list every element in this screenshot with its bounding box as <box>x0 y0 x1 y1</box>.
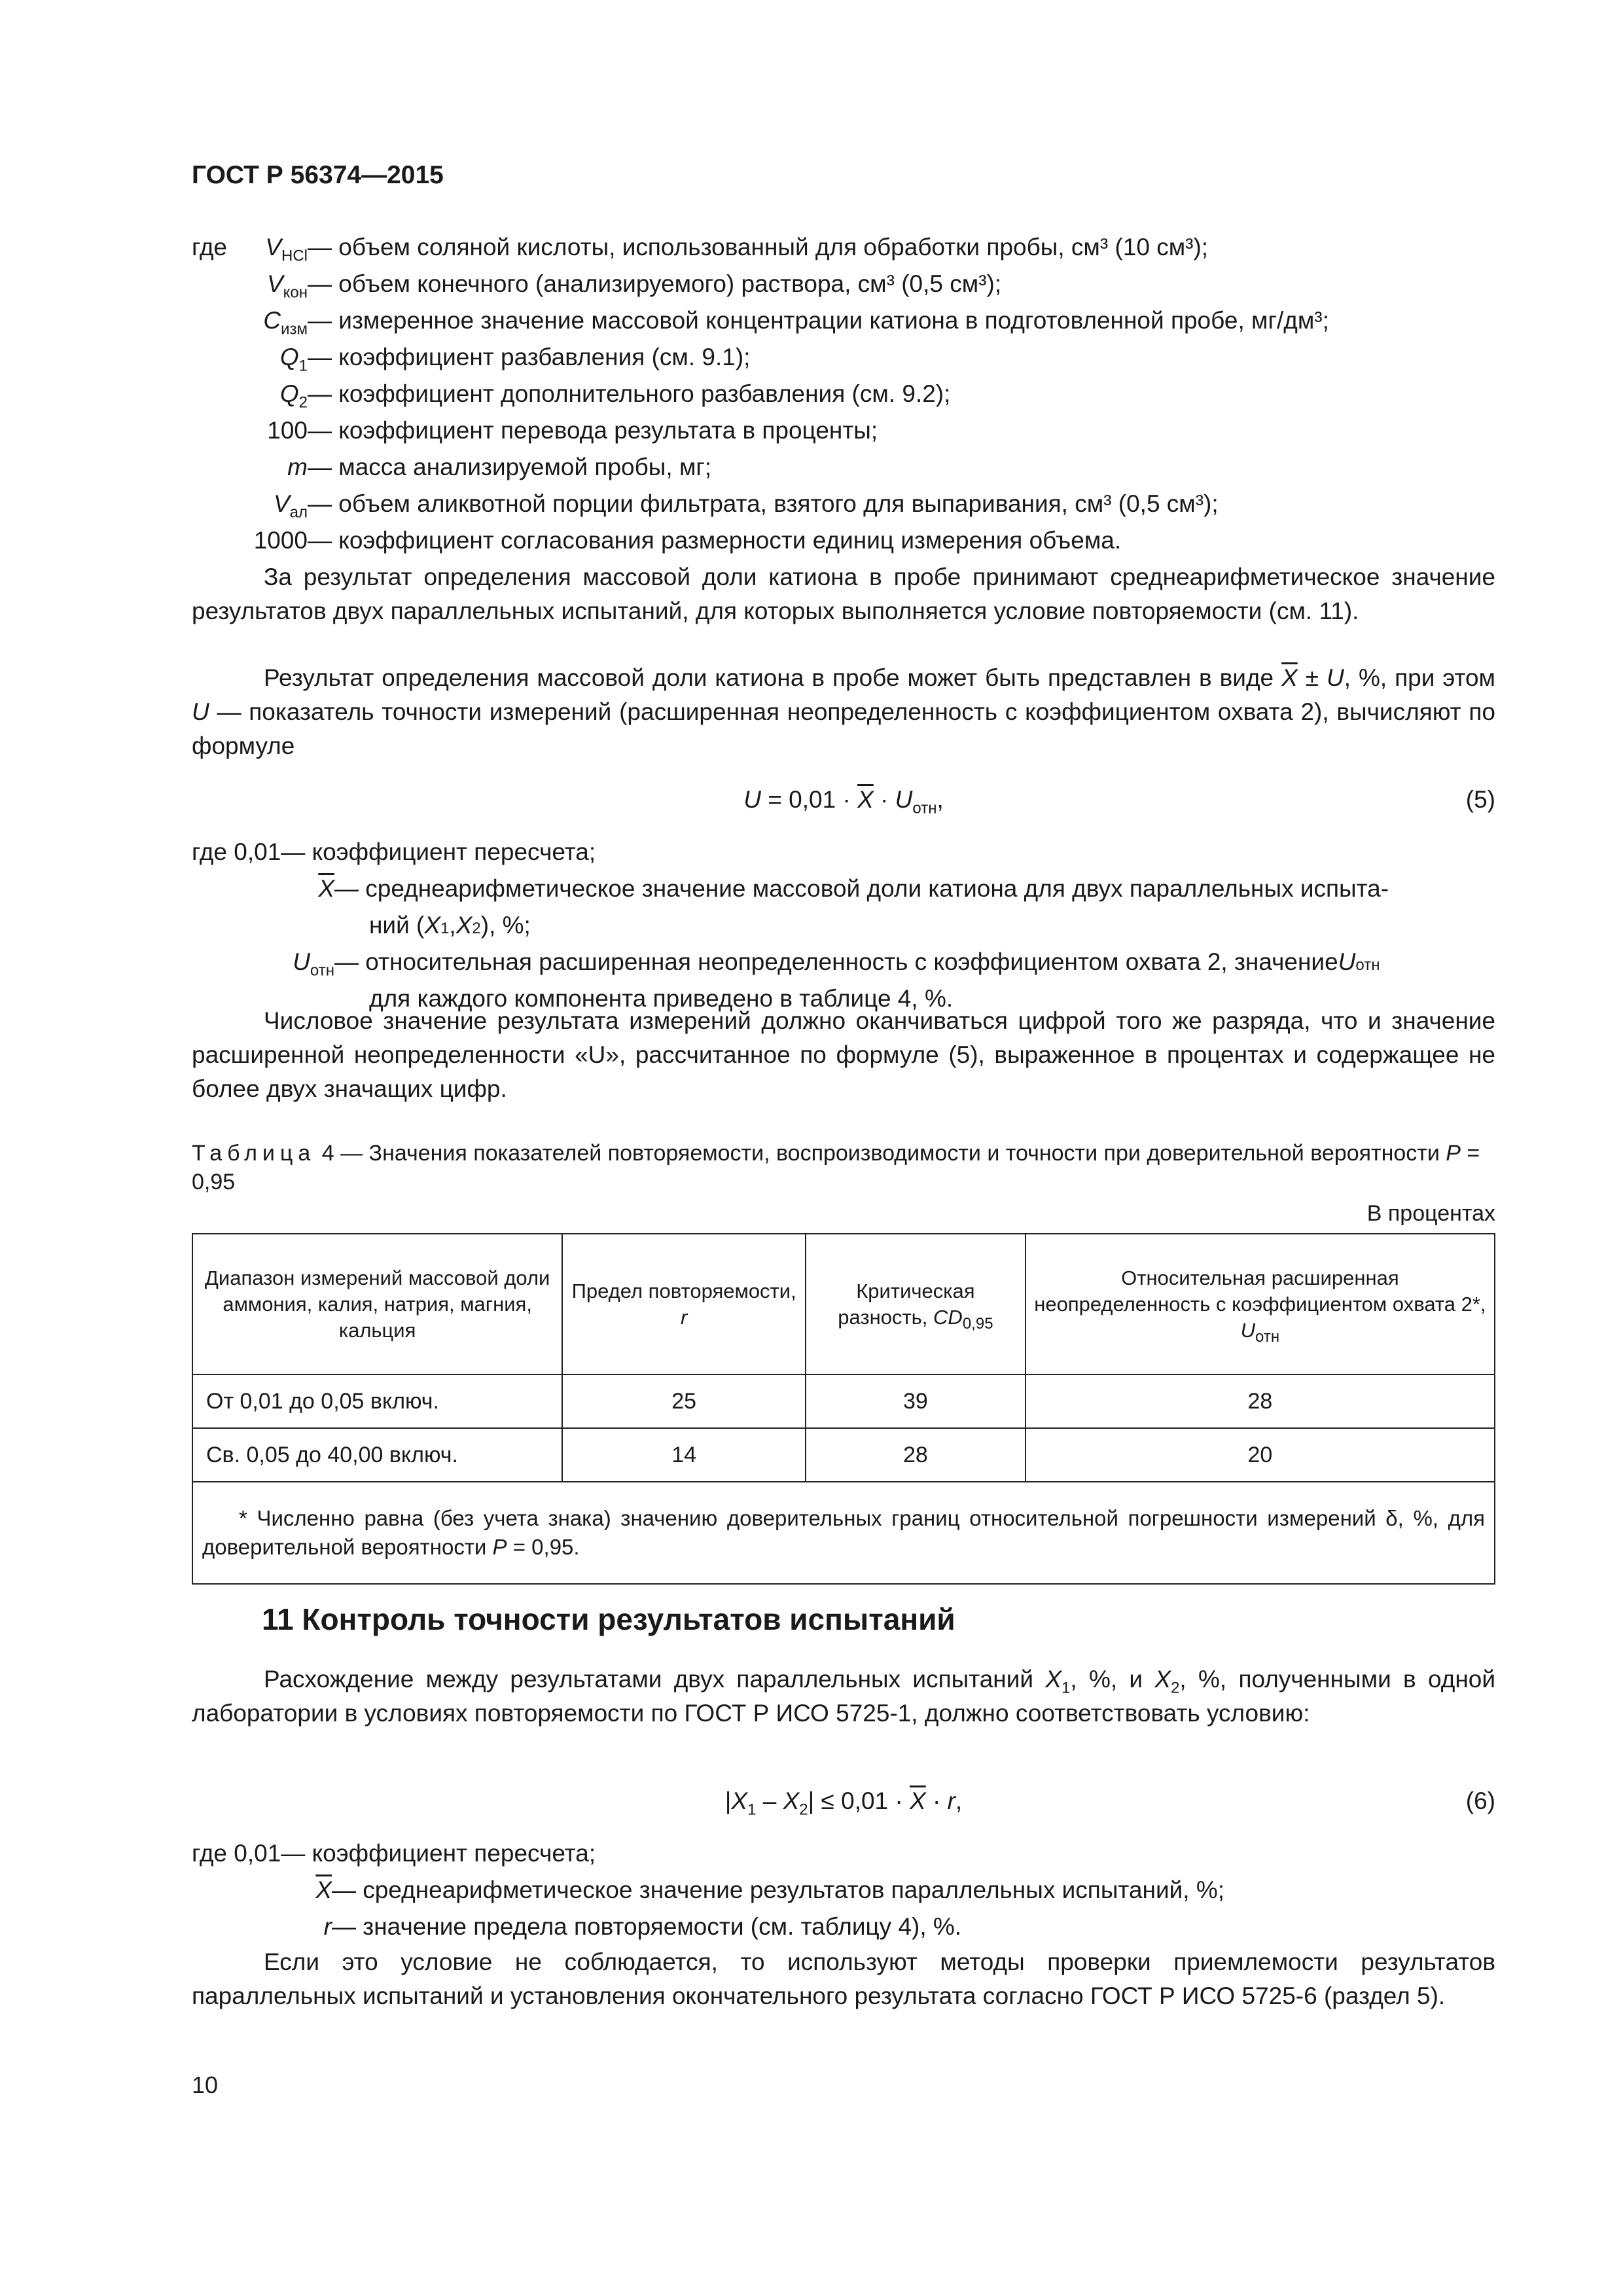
table-footnote: * Численно равна (без учета знака) значению доверительных границ относительной погрешности измерений δ, %, для доверительной вероятности P = 0,95. <box>192 1482 1495 1584</box>
definition-row <box>192 377 1495 414</box>
definitions-list-3 <box>192 1837 1495 1946</box>
page-header: ГОСТ Р 56374—2015 <box>192 161 444 189</box>
definitions-list-1 <box>192 230 1495 560</box>
definition-text: — значение предела повторяемости (см. таблицу 4), %. <box>332 1913 962 1940</box>
page-number: 10 <box>192 2072 219 2098</box>
symbol: $Q_2$ <box>279 380 308 412</box>
table-header-row <box>192 1234 1495 1374</box>
definition-text: — объем конечного (анализируемого) раствора, см³ (0,5 см³); <box>308 270 1002 297</box>
symbol: $C_{изм}$ <box>263 307 308 338</box>
formula-number: (5) <box>1465 786 1495 813</box>
formula-6 <box>192 1784 1495 1821</box>
table-units: В процентах <box>1366 1201 1495 1226</box>
definition-row: $U_{отн}$ — относительная расширенная неопределенность с коэффициентом охвата 2, значение U отн <box>192 945 1495 982</box>
symbol: $V_{ал}$ <box>273 490 308 522</box>
symbol: $V_{HCl}$ <box>265 234 308 265</box>
symbol: 100 <box>267 417 308 444</box>
paragraph-rounding: Числовое значение результата измерений должно оканчиваться цифрой того же разряда, что и значение расширенной неопределенности «U», рассчитанное по формуле (5), выраженное в процентах и содержащее не более двух значащих цифр. <box>192 1007 1495 1102</box>
formula-5 <box>192 783 1495 819</box>
symbol: $U_{отн}$ <box>293 948 334 980</box>
definition-text: — коэффициент перевода результата в проценты; <box>308 417 878 444</box>
definition-text: — среднеарифметическое значение результатов параллельных испытаний, %; <box>332 1876 1225 1903</box>
paragraph-discrepancy: Расхождение между результатами двух параллельных испытаний $X_1$, %, и $X_2$, %, полученными в одной лаборатории в условиях повторяемости по ГОСТ Р ИСО 5725-1, должно соответствовать условию: <box>192 1666 1495 1727</box>
table-caption: Таблица 4 — Значения показателей повторяемости, воспроизводимости и точности при доверительной вероятности P = 0,95 <box>192 1141 1480 1194</box>
definition-row <box>192 835 1495 872</box>
definition-row <box>192 230 1495 267</box>
table-cell: 39 <box>806 1374 1026 1428</box>
definition-continuation: для каждого компонента приведено в таблице 4, %. <box>369 985 954 1012</box>
definition-row <box>192 524 1495 560</box>
definition-text: — коэффициент пересчета; <box>281 838 596 865</box>
symbol: r <box>323 1913 332 1940</box>
symbol: $\overline{X}$ <box>315 1876 332 1903</box>
definition-row <box>192 1837 1495 1873</box>
table-header-cell: Критическая разность, $CD_{0,95}$ <box>806 1234 1026 1374</box>
symbol: $Q_1$ <box>279 344 308 375</box>
symbol: 1000 <box>253 527 308 554</box>
definition-text: — коэффициент согласования размерности единиц измерения объема. <box>308 527 1122 554</box>
table-cell: 28 <box>806 1428 1026 1482</box>
formula-number: (6) <box>1465 1787 1495 1814</box>
definition-row <box>192 340 1495 377</box>
where-label: где <box>192 234 228 260</box>
definition-text: — масса анализируемой пробы, мг; <box>308 454 712 480</box>
definition-text: — измеренное значение массовой концентрации катиона в подготовленной пробе, мг/дм³; <box>308 307 1329 334</box>
definition-text: — относительная расширенная неопределенность с коэффициентом охвата 2, значение <box>334 948 1338 975</box>
table-row <box>192 1428 1495 1482</box>
definition-text: — коэффициент разбавления (см. 9.1); <box>308 344 751 370</box>
table-header-cell: Диапазон измерений массовой доли аммония, калия, натрия, магния, кальция <box>192 1234 562 1374</box>
table-header-cell: Предел повторяемости, r <box>562 1234 806 1374</box>
symbol: $V_{кон}$ <box>266 270 308 302</box>
definition-text: — объем соляной кислоты, использованный для обработки пробы, см³ (10 см³); <box>308 234 1209 260</box>
definition-row <box>192 1910 1495 1946</box>
results-table <box>192 1233 1495 1585</box>
where-label: где 0,01 <box>192 1840 281 1867</box>
definition-row <box>192 414 1495 450</box>
definition-row <box>192 304 1495 340</box>
definition-continuation: ний ( X 1 , X 2 ), %; <box>369 912 531 939</box>
table-row <box>192 1374 1495 1428</box>
table-cell: 20 <box>1026 1428 1495 1482</box>
definition-text: — объем аликвотной порции фильтрата, взятого для выпаривания, см³ (0,5 см³); <box>308 490 1219 517</box>
definition-row <box>192 1873 1495 1910</box>
definitions-list-2 <box>192 835 1495 1018</box>
definition-text: — коэффициент дополнительного разбавления (см. 9.2); <box>308 380 951 407</box>
formula-expression: $|X_1 - X_2| \le 0,01 \cdot \overline{X} \cdot r$, <box>724 1787 963 1819</box>
formula-expression: $U = 0,01 \cdot \overline{X} \cdot U_{отн}$, <box>743 786 944 817</box>
paragraph-uncertainty: Результат определения массовой доли катиона в пробе может быть представлен в виде $\overline{X} \pm U$, %, при этом U — показатель точности измерений (расширенная неопределенность с коэффициентом охвата 2), вычисляют по формуле <box>192 664 1495 759</box>
table-cell: Св. 0,05 до 40,00 включ. <box>192 1428 562 1482</box>
section-title: 11 Контроль точности результатов испытаний <box>262 1602 955 1636</box>
table-cell: 28 <box>1026 1374 1495 1428</box>
paragraph-acceptability: Если это условие не соблюдается, то используют методы проверки приемлемости результатов параллельных испытаний и установления окончательного результата согласно ГОСТ Р ИСО 5725-6 (раздел 5). <box>192 1948 1495 2009</box>
table-cell: 25 <box>562 1374 806 1428</box>
definition-row <box>192 267 1495 304</box>
definition-text: — коэффициент пересчета; <box>281 1840 596 1867</box>
symbol: m <box>287 454 308 480</box>
definition-row <box>192 450 1495 487</box>
symbol: $\overline{X}$ <box>318 875 334 902</box>
table-header-cell: Относительная расширенная неопределенность с коэффициентом охвата 2*, $U_{отн}$ <box>1026 1234 1495 1374</box>
definition-row <box>192 487 1495 524</box>
table-cell: 14 <box>562 1428 806 1482</box>
table-footnote-row <box>192 1482 1495 1584</box>
paragraph-result: За результат определения массовой доли катиона в пробе принимают среднеарифметическое значение результатов двух параллельных испытаний, для которых выполняется условие повторяемости (см. 11). <box>192 564 1495 624</box>
definition-row <box>192 872 1495 908</box>
table-cell: От 0,01 до 0,05 включ. <box>192 1374 562 1428</box>
definition-text: — среднеарифметическое значение массовой доли катиона для двух параллельных испыта- <box>334 875 1389 902</box>
where-label: где 0,01 <box>192 838 281 865</box>
